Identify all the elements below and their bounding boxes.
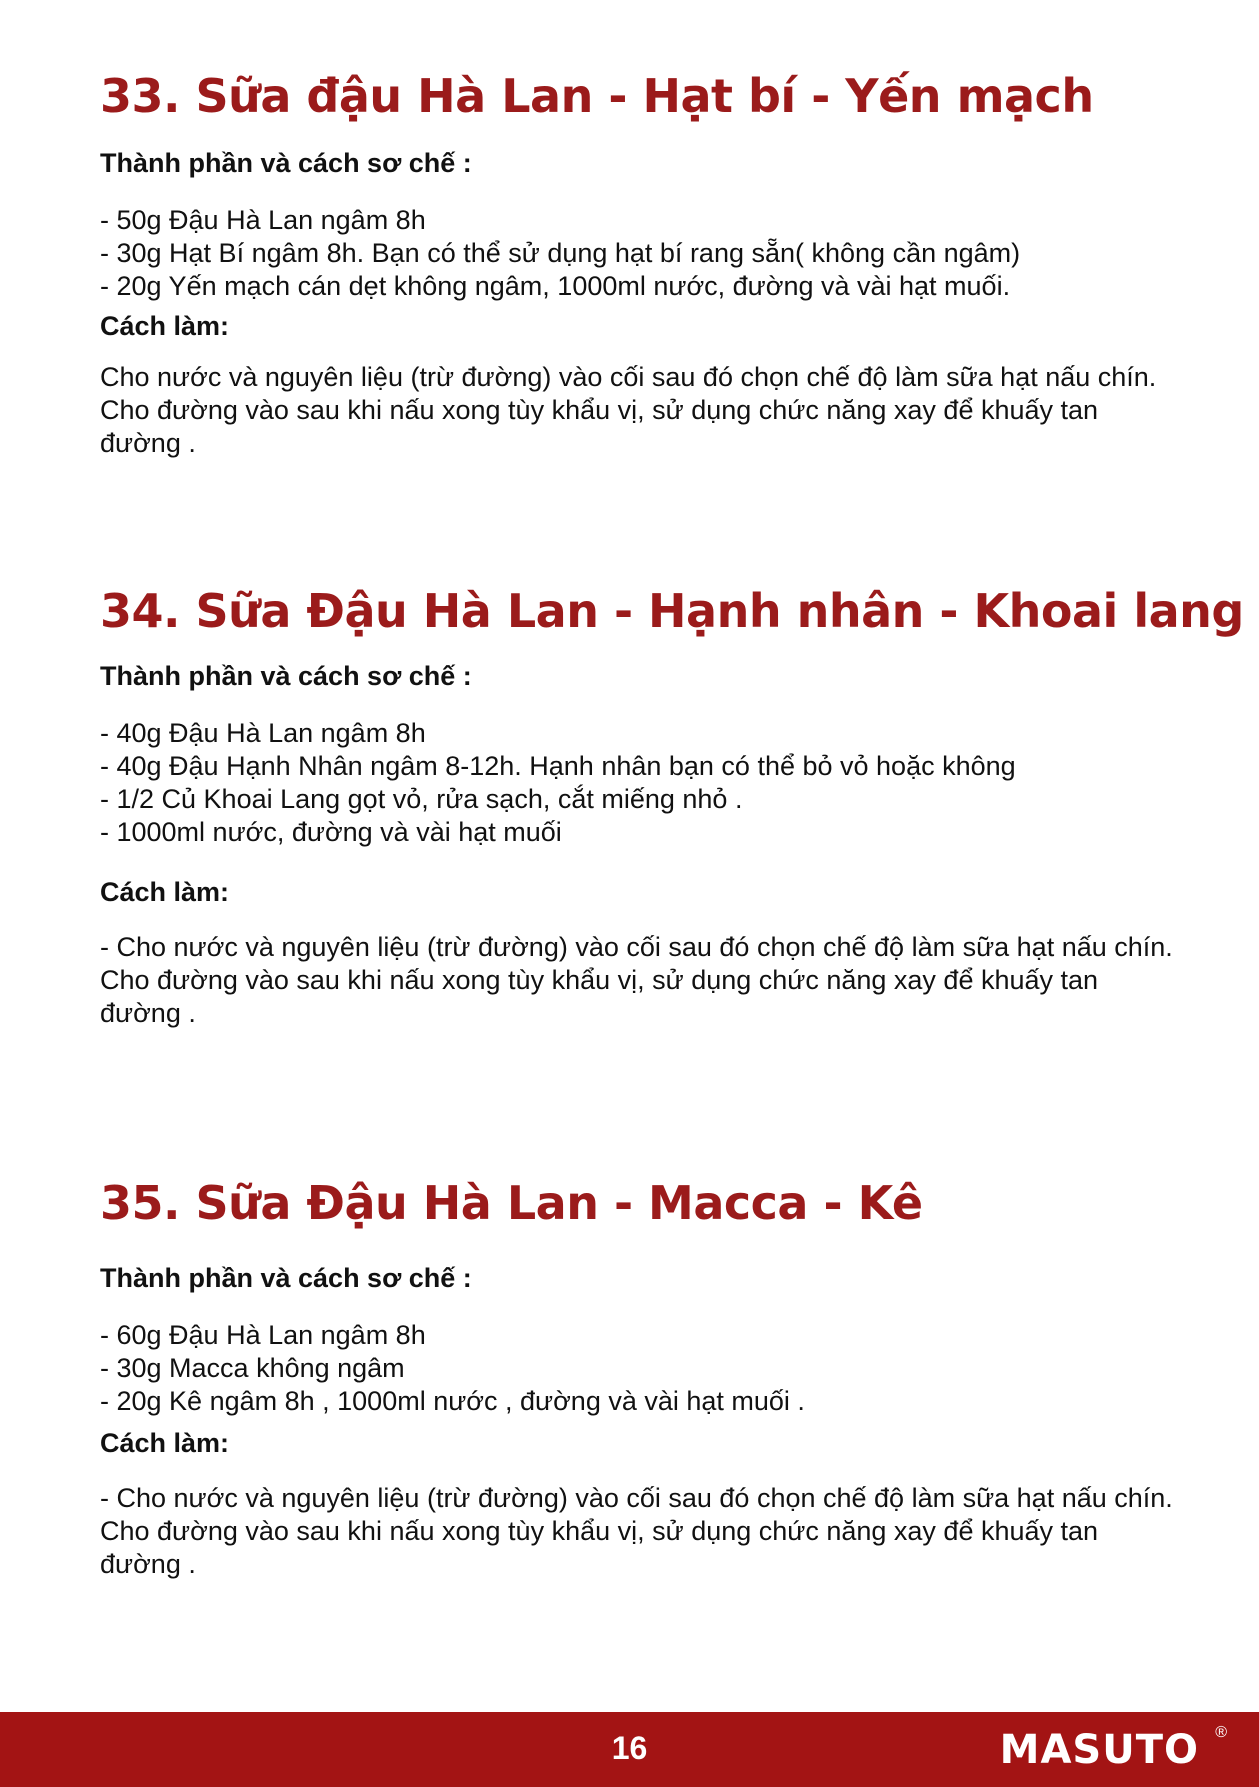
recipe-33 [100, 68, 1180, 460]
recipe-title: 34. Sữa Đậu Hà Lan - Hạnh nhân - Khoai lang [100, 584, 1244, 638]
ingredient-item: - 40g Đậu Hạnh Nhân ngâm 8-12h. Hạnh nhân bạn có thể bỏ vỏ hoặc không [100, 751, 1016, 781]
recipe-34 [100, 583, 1244, 1030]
ingredient-list [100, 1319, 1180, 1418]
method-heading: Cách làm: [100, 1428, 230, 1458]
method-heading: Cách làm: [100, 877, 230, 907]
ingredient-item: - 30g Hạt Bí ngâm 8h. Bạn có thể sử dụng hạt bí rang sẵn( không cần ngâm) [100, 238, 1021, 268]
ingredient-item: - 40g Đậu Hà Lan ngâm 8h [100, 718, 426, 748]
brand-logo: MASUTO [999, 1727, 1199, 1773]
footer-bar [0, 1712, 1259, 1787]
ingredients-heading: Thành phần và cách sơ chế : [100, 148, 472, 178]
page-number: 16 [611, 1730, 648, 1766]
recipe-title: 33. Sữa đậu Hà Lan - Hạt bí - Yến mạch [100, 69, 1094, 123]
ingredient-item: - 20g Kê ngâm 8h , 1000ml nước , đường và vài hạt muối . [100, 1386, 805, 1416]
ingredient-item: - 1/2 Củ Khoai Lang gọt vỏ, rửa sạch, cắt miếng nhỏ . [100, 784, 743, 814]
ingredients-heading: Thành phần và cách sơ chế : [100, 661, 472, 691]
ingredient-item: - 30g Macca không ngâm [100, 1353, 405, 1383]
ingredient-list [100, 204, 1180, 303]
method-text: - Cho nước và nguyên liệu (trừ đường) vào cối sau đó chọn chế độ làm sữa hạt nấu chín. Cho đường vào sau khi nấu xong tùy khẩu vị, sử dụng chức năng xay để khuấy tan đường . [100, 932, 1173, 1028]
ingredient-item: - 50g Đậu Hà Lan ngâm 8h [100, 205, 426, 235]
recipe-title: 35. Sữa Đậu Hà Lan - Macca - Kê [100, 1176, 923, 1230]
recipe-35 [100, 1175, 1180, 1581]
ingredients-heading: Thành phần và cách sơ chế : [100, 1263, 472, 1293]
method-heading: Cách làm: [100, 311, 230, 341]
ingredient-item: - 1000ml nước, đường và vài hạt muối [100, 817, 562, 847]
ingredient-list [100, 717, 1180, 849]
method-text: Cho nước và nguyên liệu (trừ đường) vào cối sau đó chọn chế độ làm sữa hạt nấu chín. Cho đường vào sau khi nấu xong tùy khẩu vị, sử dụng chức năng xay để khuấy tan đường . [100, 362, 1157, 458]
registered-mark-icon: ® [1215, 1724, 1227, 1741]
ingredient-item: - 60g Đậu Hà Lan ngâm 8h [100, 1320, 426, 1350]
ingredient-item: - 20g Yến mạch cán dẹt không ngâm, 1000ml nước, đường và vài hạt muối. [100, 271, 1011, 301]
method-text: - Cho nước và nguyên liệu (trừ đường) vào cối sau đó chọn chế độ làm sữa hạt nấu chín. Cho đường vào sau khi nấu xong tùy khẩu vị, sử dụng chức năng xay để khuấy tan đường . [100, 1483, 1173, 1579]
